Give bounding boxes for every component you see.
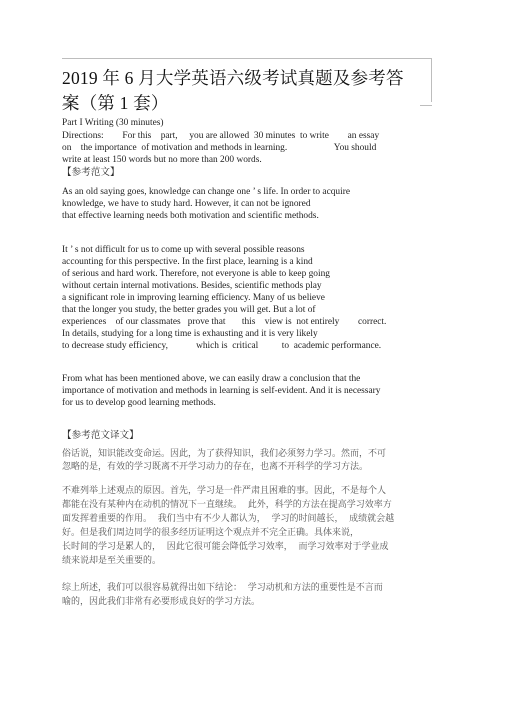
- translation-line: 面发挥着重要的作用。 我们当中有不少人都认为， 学习的时间越长， 成绩就会越: [62, 514, 395, 524]
- directions-line: Directions: For this part, you are allowed 30 minutes to write an essay: [62, 131, 380, 141]
- directions-line: write at least 150 words but no more than 200 words.: [62, 155, 262, 165]
- title-line-1: 2019 年 6 月大学英语六级考试真题及参考答: [62, 68, 404, 88]
- translation-line: 好。但是我们周边同学的很多经历证明这个观点并不完全正确。具体来说，: [62, 528, 360, 538]
- reference-essay-heading: 【参考范文】: [62, 167, 120, 178]
- essay-line: that the longer you study, the better grades you will get. But a lot of: [62, 305, 316, 315]
- essay-line: of serious and hard work. Therefore, not everyone is able to keep going: [62, 269, 330, 279]
- page-title: [62, 66, 434, 116]
- essay-line: without certain internal motivations. Besides, scientific methods play: [62, 281, 322, 291]
- part-heading: Part I Writing (30 minutes): [62, 118, 164, 128]
- translation-line: 都能在没有某种内在动机的情况下一直继续。 此外，科学的方法在提高学习效率方: [62, 500, 392, 510]
- translation-line: 绩来说却是至关重要的。: [62, 556, 162, 566]
- essay-line: experiences of our classmates prove that this view is not entirely correct.: [62, 317, 387, 327]
- translation-line: 忽略的是，有效的学习既离不开学习动力的存在，也离不开科学的学习方法。: [62, 462, 369, 472]
- essay-line: In details, studying for a long time is exhausting and it is very likely: [62, 329, 318, 339]
- essay-line: knowledge, we have to study hard. However, it can not be ignored: [62, 199, 311, 209]
- essay-line: to decrease study efficiency, which is critical to academic performance.: [62, 341, 382, 351]
- essay-line: importance of motivation and methods in learning is self-evident. And it is necessary: [62, 386, 381, 396]
- essay-line: As an old saying goes, knowledge can change one ’ s life. In order to acquire: [62, 187, 351, 197]
- translation-heading: 【参考范文译文】: [62, 430, 139, 441]
- essay-line: that effective learning needs both motivation and scientific methods.: [62, 211, 319, 221]
- translation-line: 综上所述，我们可以很容易就得出如下结论： 学习动机和方法的重要性是不言而: [62, 583, 383, 593]
- essay-line: It ’ s not difficult for us to come up with several possible reasons: [62, 245, 305, 255]
- translation-line: 喻的，因此我们非常有必要形成良好的学习方法。: [62, 597, 261, 607]
- essay-line: From what has been mentioned above, we can easily draw a conclusion that the: [62, 374, 361, 384]
- header-rule-top: [62, 58, 432, 59]
- translation-line: 俗话说，知识能改变命运。因此，为了获得知识，我们必须努力学习。然而，不可: [62, 449, 387, 459]
- essay-line: a significant role in improving learning efficiency. Many of us believe: [62, 293, 325, 303]
- essay-line: accounting for this perspective. In the first place, learning is a kind: [62, 257, 313, 267]
- translation-line: 不难列举上述观点的原因。首先，学习是一件严肃且困难的事。因此，不是每个人: [62, 486, 387, 496]
- translation-line: 长时间的学习是累人的， 因此它很可能会降低学习效率， 而学习效率对于学业成: [62, 542, 389, 552]
- title-line-2: 案（第 1 套）: [62, 93, 169, 113]
- essay-line: for us to develop good learning methods.: [62, 398, 216, 408]
- directions-line: on the importance of motivation and methods in learning. You should: [62, 143, 377, 153]
